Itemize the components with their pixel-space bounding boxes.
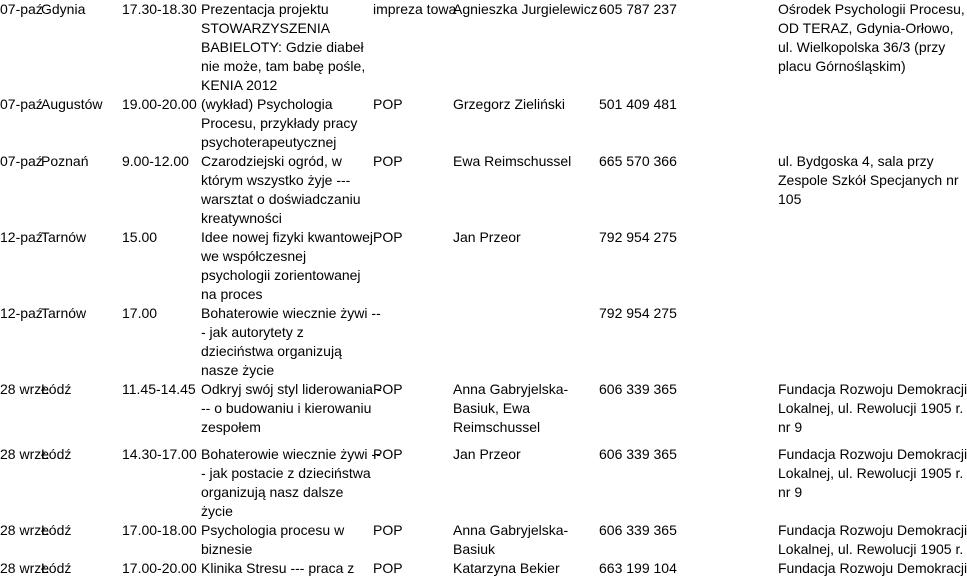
title-cell: Bohaterowie wiecznie żywi -- [201,446,381,462]
table-row [0,114,960,133]
place-cell: Lokalnej, ul. Rewolucji 1905 r. [778,400,964,416]
time-cell: 9.00-12.00 [122,153,189,169]
table-row [0,95,960,114]
table-row [0,209,960,228]
city-cell: Tarnów [41,229,87,245]
table-row [0,0,965,19]
date-cell: 28 wrze [0,522,50,538]
table-row [0,361,960,380]
person-cell: Basiuk, Ewa [453,400,531,416]
title-cell: którym wszystko żyje --- [201,172,351,188]
table-row [0,418,960,437]
city-cell: Gdynia [41,1,86,17]
table-row [0,483,960,502]
time-cell: 17.00 [122,305,158,321]
title-cell: Odkryj swój styl liderowania - [201,381,382,397]
city-cell: Tarnów [41,305,87,321]
title-cell: - jak postacie z dzieciństwa [201,465,371,481]
date-cell: 07-paź [0,1,43,17]
title-cell: kreatywności [201,210,282,226]
place-cell: nr 9 [778,419,803,435]
table-row [0,38,960,57]
title-cell: STOWARZYSZENIA [201,20,331,36]
table-row [0,540,964,559]
type-cell: POP [373,153,403,169]
person-cell: Grzegorz Zieliński [453,96,566,112]
table-row [0,247,960,266]
date-cell: 28 wrze [0,446,50,462]
table-row [0,266,960,285]
table-row [0,559,967,578]
table-row [0,228,960,247]
table-row [0,152,960,171]
title-cell: nasze życie [201,362,275,378]
table-row [0,171,960,190]
title-cell: Procesu, przykłady pracy [201,115,358,131]
phone-cell: 606 339 365 [599,522,677,538]
title-cell: warsztat o doświadczaniu [201,191,361,207]
place-cell: Zespole Szkół Specjanych nr [778,172,959,188]
title-cell: biznesie [201,541,253,557]
table-row [0,285,960,304]
city-cell: Łódź [41,560,72,576]
person-cell: Anna Gabryjelska- [453,381,569,397]
place-cell: Fundacja Rozwoju Demokracji [778,560,967,576]
title-cell: Bohaterowie wiecznie żywi -- [201,305,381,321]
table-row [0,190,960,209]
phone-cell: 606 339 365 [599,446,677,462]
place-cell: ul. Wielkopolska 36/3 (przy [778,39,946,55]
title-cell: nie może, tam babę pośle, [201,58,366,74]
type-cell: impreza towa [373,1,457,17]
city-cell: Łódź [41,446,72,462]
city-cell: Poznań [41,153,89,169]
table-row [0,464,964,483]
person-cell: Anna Gabryjelska- [453,522,569,538]
place-cell: 105 [778,191,802,207]
table-row [0,57,960,76]
time-cell: 17.00-18.00 [122,522,197,538]
person-cell: Agnieszka Jurgielewicz [453,1,598,17]
table-row [0,304,960,323]
title-cell: -- o budowaniu i kierowaniu [201,400,372,416]
date-cell: 28 wrze [0,381,50,397]
title-cell: BABIELOTY: Gdzie diabeł [201,39,364,55]
title-cell: KENIA 2012 [201,77,278,93]
place-cell: OD TERAZ, Gdynia-Orłowo, [778,20,954,36]
table-row [0,502,960,521]
place-cell: Fundacja Rozwoju Demokracji [778,381,967,397]
time-cell: 15.00 [122,229,158,245]
time-cell: 19.00-20.00 [122,96,197,112]
type-cell: POP [373,522,403,538]
title-cell: Psychologia procesu w [201,522,345,538]
title-cell: na proces [201,286,263,302]
table-row [0,521,967,540]
table-row [0,399,964,418]
table-row [0,342,960,361]
person-cell: Jan Przeor [453,229,521,245]
place-cell: Lokalnej, ul. Rewolucji 1905 r. [778,465,964,481]
place-cell: ul. Bydgoska 4, sala przy [778,153,934,169]
title-cell: Prezentacja projektu [201,1,329,17]
person-cell: Reimschussel [453,419,541,435]
person-cell: Ewa Reimschussel [453,153,572,169]
title-cell: Idee nowej fizyki kwantowej [201,229,373,245]
table-row [0,380,967,399]
type-cell: POP [373,381,403,397]
city-cell: Łódź [41,381,72,397]
date-cell: 12-paź [0,229,43,245]
place-cell: nr 9 [778,484,803,500]
title-cell: psychoterapeutycznej [201,134,337,150]
person-cell: Basiuk [453,541,496,557]
place-cell: Ośrodek Psychologii Procesu, [778,1,965,17]
date-cell: 07-paź [0,96,43,112]
title-cell: Czarodziejski ogród, w [201,153,342,169]
phone-cell: 605 787 237 [599,1,677,17]
title-cell: (wykład) Psychologia [201,96,333,112]
person-cell: Jan Przeor [453,446,521,462]
phone-cell: 663 199 104 [599,560,677,576]
title-cell: życie [201,503,233,519]
table-row [0,323,960,342]
time-cell: 17.00-20.00 [122,560,197,576]
place-cell: Lokalnej, ul. Rewolucji 1905 r. [778,541,964,557]
title-cell: zespołem [201,419,261,435]
place-cell: Fundacja Rozwoju Demokracji [778,446,967,462]
title-cell: - jak autorytety z [201,324,304,340]
time-cell: 11.45-14.45 [122,381,196,397]
title-cell: Klinika Stresu --- praca z [201,560,355,576]
title-cell: dzieciństwa organizują [201,343,342,359]
date-cell: 12-paź [0,305,43,321]
type-cell: POP [373,446,403,462]
title-cell: psychologii zorientowanej [201,267,361,283]
time-cell: 17.30-18.30 [122,1,197,17]
table-row [0,19,960,38]
date-cell: 07-paź [0,153,43,169]
time-cell: 14.30-17.00 [122,446,197,462]
title-cell: we współczesnej [201,248,307,264]
table-row [0,445,967,464]
type-cell: POP [373,96,403,112]
type-cell: POP [373,560,403,576]
table-row [0,76,960,95]
table-row [0,133,960,152]
phone-cell: 501 409 481 [599,96,677,112]
person-cell: Katarzyna Bekier [453,560,560,576]
place-cell: placu Górnośląskim) [778,58,906,74]
phone-cell: 792 954 275 [599,229,677,245]
phone-cell: 665 570 366 [599,153,677,169]
date-cell: 28 wrze [0,560,50,576]
city-cell: Augustów [41,96,103,112]
phone-cell: 792 954 275 [599,305,677,321]
title-cell: organizują nasz dalsze [201,484,344,500]
city-cell: Łódź [41,522,72,538]
place-cell: Fundacja Rozwoju Demokracji [778,522,967,538]
phone-cell: 606 339 365 [599,381,677,397]
type-cell: POP [373,229,403,245]
